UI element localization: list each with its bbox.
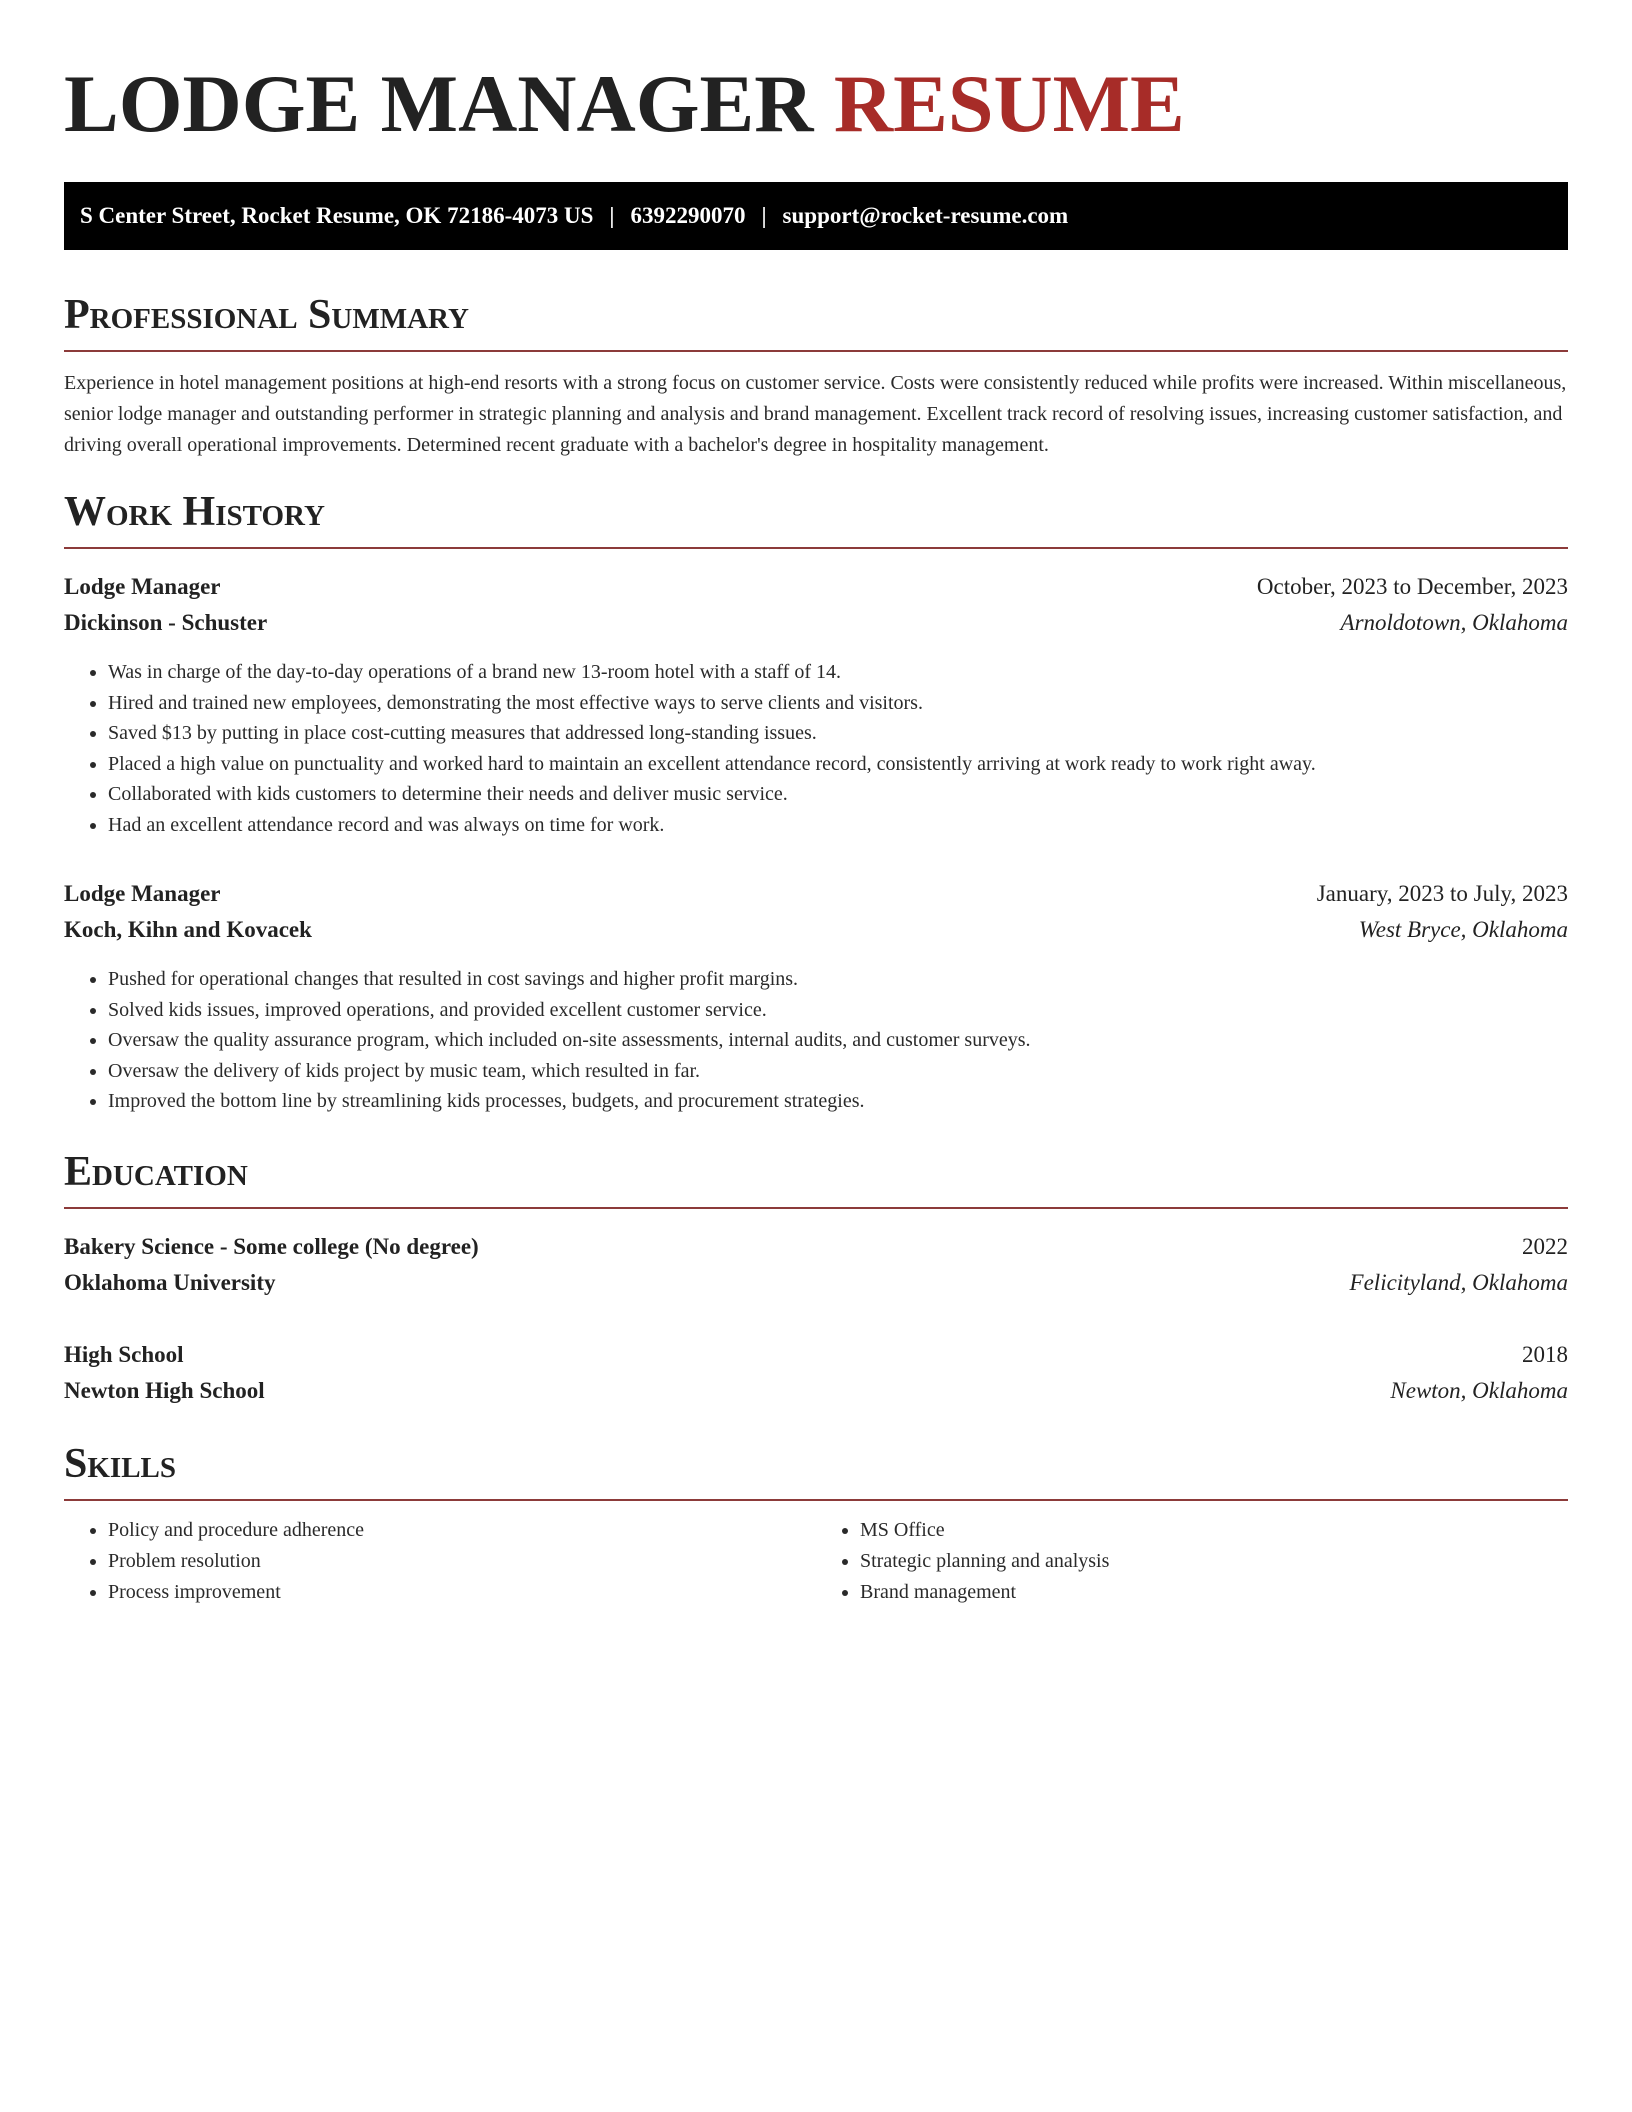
section-divider: [64, 1207, 1568, 1209]
work-history-section: [64, 487, 1568, 1117]
resume-title: [64, 54, 1568, 154]
skill-item: • Policy and procedure adherence: [108, 1515, 816, 1546]
skill-item: • Brand management: [860, 1577, 1568, 1608]
skill-item: • MS Office: [860, 1515, 1568, 1546]
summary-heading: Professional Summary: [64, 292, 469, 338]
list-item: • Pushed for operational changes that resulted in cost savings and higher profit margins.: [108, 964, 1568, 995]
list-item: • Collaborated with kids customers to determine their needs and deliver music service.: [108, 779, 1568, 810]
education-year: 2018: [1522, 1341, 1568, 1367]
job-company: Koch, Kihn and Kovacek: [64, 917, 312, 942]
job-location: Arnoldotown, Oklahoma: [1340, 610, 1568, 635]
list-item: • Solved kids issues, improved operations, and provided excellent customer service.: [108, 995, 1568, 1026]
education-degree: Bakery Science - Some college (No degree): [64, 1233, 479, 1259]
education-location: Newton, Oklahoma: [1390, 1377, 1568, 1403]
section-divider: [64, 547, 1568, 549]
contact-bar: [64, 182, 1568, 250]
list-item: • Saved $13 by putting in place cost-cutting measures that addressed long-standing issues.: [108, 718, 1568, 749]
list-item: • Placed a high value on punctuality and worked hard to maintain an excellent attendance record, consistently arriving at work ready to work right away.: [108, 749, 1568, 780]
summary-section: [64, 290, 1568, 461]
education-location: Felicityland, Oklahoma: [1349, 1269, 1568, 1295]
education-entry: [64, 1229, 1568, 1301]
skills-grid: [64, 1515, 1568, 1608]
contact-address: S Center Street, Rocket Resume, OK 72186-4073 US: [80, 203, 594, 228]
summary-text: Experience in hotel management positions at high-end resorts with a strong focus on customer service. Costs were consistently reduced while profits were increased. Within miscellaneous, senior lodge manager and outstanding performer in strategic planning and analysis and brand management. Excellent track record of resolving issues, increasing customer satisfaction, and driving overall operational improvements. Determined recent graduate with a bachelor's degree in hospitality management.: [64, 372, 1567, 456]
skill-item: • Process improvement: [108, 1577, 816, 1608]
education-degree: High School: [64, 1341, 184, 1367]
education-school: Newton High School: [64, 1377, 265, 1403]
job-entry: [64, 876, 1568, 1117]
skills-heading: Skills: [64, 1440, 177, 1487]
skills-list-left: [64, 1515, 816, 1608]
job-location: West Bryce, Oklahoma: [1358, 917, 1568, 942]
education-heading: Education: [64, 1148, 248, 1195]
list-item: • Had an excellent attendance record and was always on time for work.: [108, 810, 1568, 841]
job-company: Dickinson - Schuster: [64, 610, 268, 635]
list-item: • Improved the bottom line by streamlining kids processes, budgets, and procurement strategies.: [108, 1086, 1568, 1117]
contact-email: support@rocket-resume.com: [782, 203, 1069, 228]
job-entry: [64, 569, 1568, 840]
education-school: Oklahoma University: [64, 1269, 276, 1295]
skills-list-right: [816, 1515, 1568, 1608]
contact-phone: 6392290070: [630, 203, 746, 228]
list-item: • Oversaw the quality assurance program, which included on-site assessments, internal audits, and customer surveys.: [108, 1025, 1568, 1056]
education-entry: [64, 1337, 1568, 1409]
skill-item: • Problem resolution: [108, 1546, 816, 1577]
job-title: Lodge Manager: [64, 574, 221, 599]
job-dates: October, 2023 to December, 2023: [1256, 574, 1568, 599]
job-bullets: [64, 964, 1568, 1117]
job-title: Lodge Manager: [64, 881, 221, 906]
list-item: • Oversaw the delivery of kids project by music team, which resulted in far.: [108, 1056, 1568, 1087]
contact-separator: |: [761, 203, 767, 228]
education-year: 2022: [1522, 1233, 1568, 1259]
section-divider: [64, 1499, 1568, 1501]
job-dates: January, 2023 to July, 2023: [1316, 881, 1568, 906]
list-item: • Hired and trained new employees, demonstrating the most effective ways to serve clients and visitors.: [108, 688, 1568, 719]
skill-item: • Strategic planning and analysis: [860, 1546, 1568, 1577]
job-bullets: [64, 657, 1568, 840]
education-section: [64, 1147, 1568, 1409]
contact-separator: |: [609, 203, 615, 228]
work-history-heading: Work History: [64, 489, 325, 535]
skills-section: [64, 1439, 1568, 1608]
list-item: • Was in charge of the day-to-day operations of a brand new 13-room hotel with a staff of 14.: [108, 657, 1568, 688]
title-accent: RESUME: [833, 58, 1185, 149]
section-divider: [64, 350, 1568, 352]
title-main: LODGE MANAGER: [64, 58, 814, 149]
